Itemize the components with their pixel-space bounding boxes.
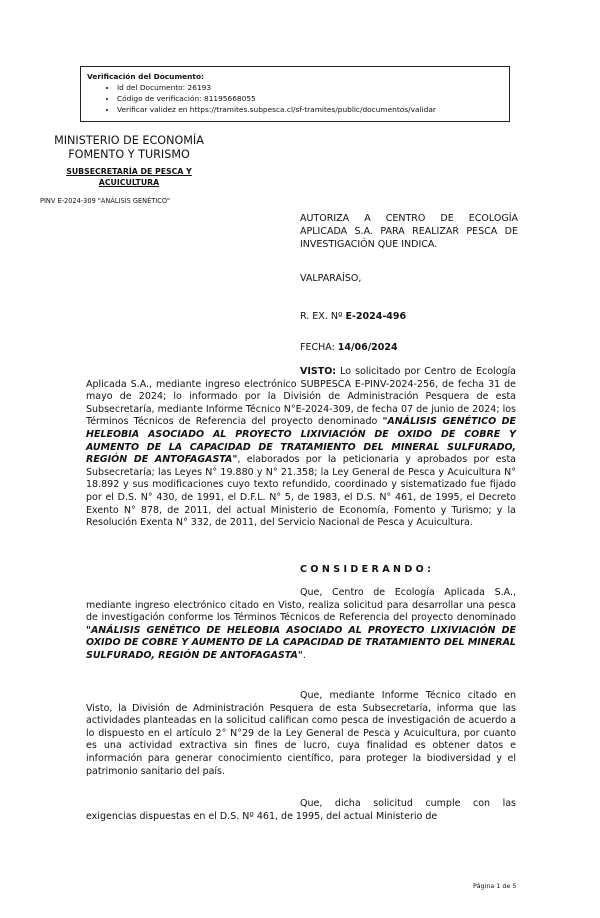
- considerando-heading: CONSIDERANDO:: [300, 564, 435, 575]
- reference-code: PINV E-2024-309 "ANÁLISIS GENÉTICO": [40, 197, 171, 205]
- resolution-label: R. EX. Nº: [300, 311, 346, 322]
- resolution-number: [300, 311, 406, 322]
- verification-box: [80, 66, 510, 122]
- document-place: VALPARAÍSO,: [300, 273, 362, 284]
- verification-url[interactable]: • Verificar validez en https://tramites.subpesca.cl/sf-tramites/public/documentos/validar: [117, 104, 503, 115]
- visto-text-a: Lo solicitado por Centro de Ecología Aplicada S.A., mediante ingreso electrónico SUBPESCA E-PINV-2024-256, de fecha 31 de mayo de 2024; lo informado por la División de Administración Pesquera de esta Subsecretaría, mediante Informe Técnico N°E-2024-309, de fecha 07 de junio de 2024; los Términos Técnicos de Referencia del proyecto denominado: [86, 366, 516, 428]
- considerando-paragraph-2: Que, mediante Informe Técnico citado en Visto, la División de Administración Pesquera de esta Subsecretaría, informa que las actividades planteadas en la solicitud califican como pesca de investigación de acuerdo a lo dispuesto en el artículo 2° N°29 de la Ley General de Pesca y Acuicultura, por cuanto es una actividad extractiva sin fines de lucro, cuya finalidad es obtener datos e información para generar conocimiento científico, para proteger la biodiversidad y el patrimonio sanitario del país.: [86, 690, 516, 777]
- para1-project-name: "ANÁLISIS GENÉTICO DE HELEOBIA ASOCIADO AL PROYECTO LIXIVIACIÓN DE OXIDO DE COBRE Y AUMENTO DE LA CAPACIDAD DE TRATAMIENTO DEL MINERAL SULFURADO, REGIÓN DE ANTOFAGASTA": [86, 624, 516, 661]
- ministry-name: [36, 134, 222, 162]
- ministry-line-2: FOMENTO Y TURISMO: [68, 148, 190, 161]
- visto-project-name: "ANÁLISIS GENÉTICO DE HELEOBIA ASOCIADO AL PROYECTO LIXIVIACIÓN DE OXIDO DE COBRE Y AUMENTO DE LA CAPACIDAD DE TRATAMIENTO DEL MINERAL SULFURADO, REGIÓN DE ANTOFAGASTA": [86, 416, 516, 466]
- document-date: [300, 342, 398, 353]
- considerando-paragraph-1: [86, 587, 516, 663]
- document-subject: AUTORIZA A CENTRO DE ECOLOGÍA APLICADA S.A. PARA REALIZAR PESCA DE INVESTIGACIÓN QUE INDICA.: [300, 213, 518, 250]
- considerando-paragraph-3: Que, dicha solicitud cumple con las exigencias dispuestas en el D.S. Nº 461, de 1995, del actual Ministerio de: [86, 798, 516, 822]
- verification-id: • Id del Documento: 26193: [117, 82, 503, 93]
- date-value: 14/06/2024: [337, 342, 398, 353]
- visto-text-b: , elaborados por la peticionaria y aprobados por esta Subsecretaría; las Leyes N° 19.880 y N° 21.358; la Ley General de Pesca y Acuicultura N° 18.892 y sus modificaciones cuyo texto refundido, coordinado y sistematizado fue fijado por el D.S. N° 430, de 1991, el D.F.L. N° 5, de 1983, el D.S. N° 461, de 1995, el Decreto Exento N° 878, de 2011, del actual Ministerio de Economía, Fomento y Turismo; y la Resolución Exenta N° 332, de 2011, del Servicio Nacional de Pesca y Acuicultura.: [86, 454, 516, 529]
- subsecretaria-line-1: SUBSECRETARÍA DE PESCA Y: [66, 167, 192, 176]
- page-number: Página 1 de 5: [473, 882, 517, 890]
- visto-paragraph: [86, 366, 516, 530]
- resolution-value: E-2024-496: [345, 311, 407, 322]
- ministry-line-1: MINISTERIO DE ECONOMÍA: [54, 134, 204, 147]
- visto-label: VISTO:: [300, 366, 337, 377]
- date-label: FECHA:: [300, 342, 338, 353]
- para1-text-a: Que, Centro de Ecología Aplicada S.A., mediante ingreso electrónico citado en Visto, realiza solicitud para desarrollar una pesca de investigación conforme los Términos Técnicos de Referencia del proyecto denominado: [86, 587, 516, 624]
- verification-title: Verificación del Documento:: [87, 72, 204, 81]
- verification-code: • Código de verificación: 81195668055: [117, 93, 503, 104]
- para1-text-b: .: [302, 649, 306, 661]
- subsecretaria-name: [40, 167, 218, 188]
- subsecretaria-line-2: ACUICULTURA: [98, 177, 160, 187]
- verification-list: [87, 82, 503, 115]
